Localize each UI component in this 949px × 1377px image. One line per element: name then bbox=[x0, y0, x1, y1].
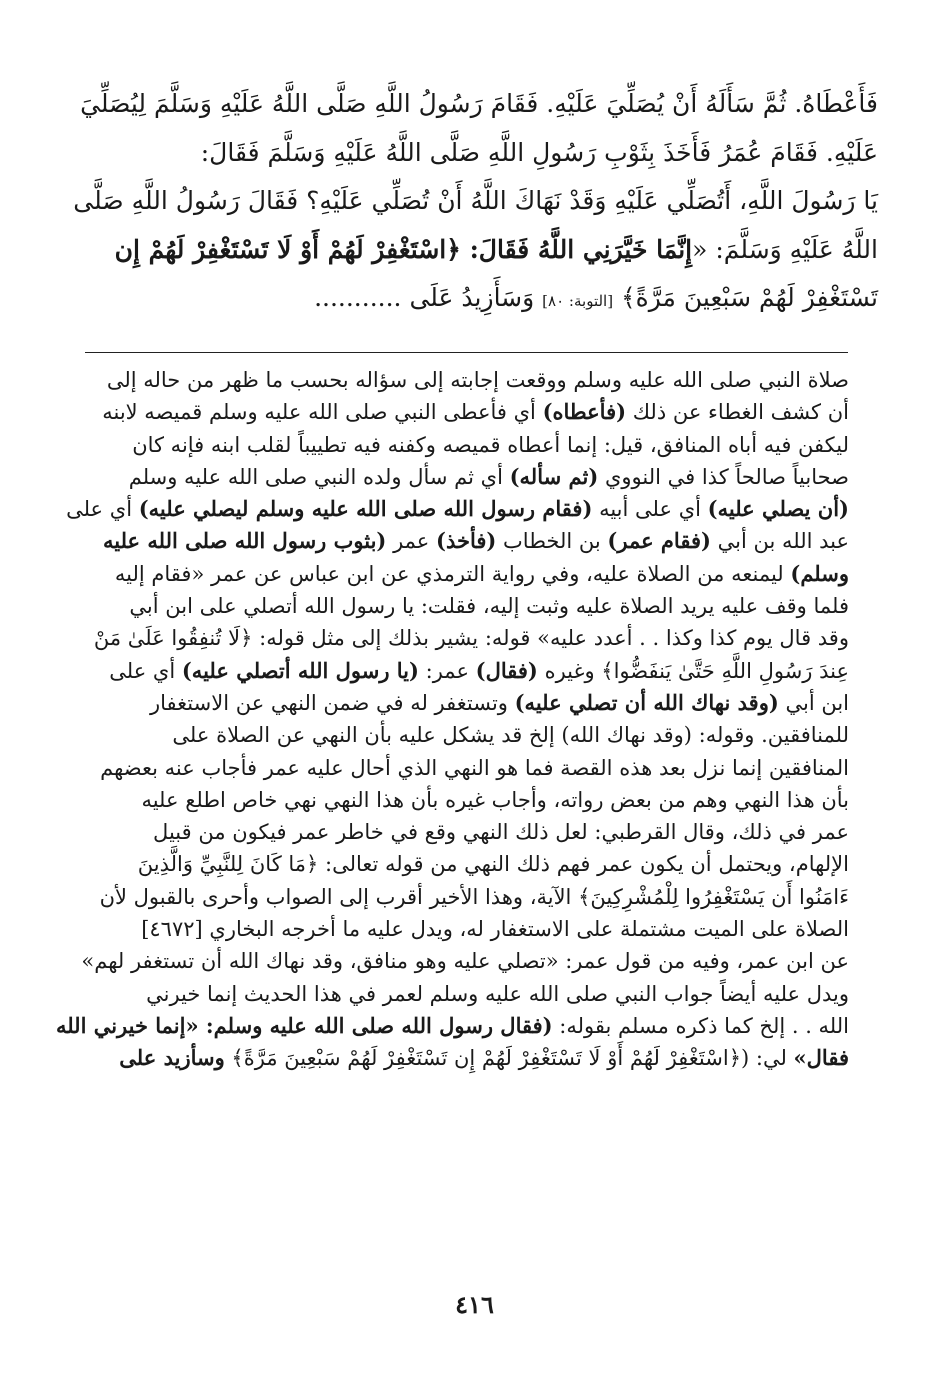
commentary-span: وقد قال يوم كذا وكذا . . أعدد عليه» قوله: يشير بذلك إلى مثل قوله: ﴿لَا تُنفِقُوا عَلَىٰ مَنْ bbox=[93, 626, 849, 651]
commentary-span: المنافقين إنما نزل بعد هذه القصة فما هو النهي الذي أحال عليه عمر فأجاب عنه بعضهم bbox=[100, 755, 849, 780]
bold-term: (فقام عمر) bbox=[607, 528, 711, 554]
verse-reference: [التوبة: ٨٠] bbox=[542, 292, 614, 310]
main-line bbox=[70, 274, 878, 323]
commentary-line bbox=[76, 719, 849, 751]
commentary-span: ابن أبي bbox=[785, 690, 849, 715]
main-text-span: يَا رَسُولَ اللَّهِ، أَتُصَلِّي عَلَيْهِ وَقَدْ نَهَاكَ اللَّهُ أَنْ تُصَلِّي عَلَيْهِ؟ فَقَالَ رَسُولُ اللَّهِ صَلَّى bbox=[73, 186, 878, 215]
commentary-span: ليكفن فيه أباه المنافق، قيل: إنما أعطاه قميصه وكفنه فيه تطييباً لقلب ابنه فإنه كان bbox=[132, 432, 849, 457]
commentary-span: فلما وقف عليه يريد الصلاة عليه وثبت إليه، فقلت: يا رسول الله أتصلي على ابن أبي bbox=[129, 594, 849, 619]
bold-term: (فقال) bbox=[475, 657, 538, 683]
commentary-line bbox=[76, 396, 849, 428]
commentary-span: الله . . إلخ كما ذكره مسلم بقوله: bbox=[559, 1013, 849, 1038]
footnote-divider bbox=[85, 352, 848, 353]
commentary-text bbox=[55, 364, 849, 1075]
commentary-line bbox=[76, 461, 849, 493]
commentary-line bbox=[76, 558, 849, 590]
commentary-span: عمر في ذلك، وقال القرطبي: لعل ذلك النهي وقع في خاطر عمر فيكون من قبيل bbox=[153, 820, 849, 845]
continuation-dots: ........... bbox=[314, 283, 402, 312]
commentary-line bbox=[76, 429, 849, 461]
commentary-span: أي على bbox=[109, 658, 176, 683]
commentary-span: ليمنعه من الصلاة عليه، وفي رواية الترمذي عن ابن عباس عن عمر «فقام إليه bbox=[114, 561, 784, 586]
commentary-line bbox=[76, 816, 849, 848]
commentary-line bbox=[76, 687, 849, 719]
commentary-span: أي على bbox=[66, 497, 133, 522]
bold-term: (يا رسول الله أتصلي عليه) bbox=[181, 657, 419, 683]
main-text-span: اللَّهُ عَلَيْهِ وَسَلَّمَ: « bbox=[692, 234, 878, 264]
bold-term: (بثوب رسول الله صلى الله عليه bbox=[102, 528, 387, 554]
commentary-span: بن الخطاب bbox=[503, 529, 601, 554]
commentary-span: أي فأعطى النبي صلى الله عليه وسلم قميصه لابنه bbox=[102, 400, 536, 425]
bold-term: (فقام رسول الله صلى الله عليه وسلم ليصلي عليه) bbox=[138, 496, 593, 522]
commentary-span: عمر: bbox=[425, 658, 469, 683]
bold-term: (وقد نهاك الله أن تصلي عليه) bbox=[514, 689, 779, 715]
bold-term: فقال» bbox=[793, 1045, 849, 1071]
commentary-span: بأن هذا النهي وهم من بعض رواته، وأجاب غيره بأن هذا النهي نهي خاص اطلع عليه bbox=[141, 787, 849, 812]
commentary-line bbox=[76, 655, 849, 687]
main-line bbox=[70, 177, 878, 226]
main-line bbox=[70, 80, 878, 129]
main-text-span: عَلَيْهِ. فَقَامَ عُمَرُ فَأَخَذَ بِثَوْبِ رَسُولِ اللَّهِ صَلَّى اللَّهُ عَلَيْهِ وَسَلَّمَ فَقَالَ: bbox=[200, 137, 878, 167]
commentary-span: أن كشف الغطاء عن ذلك bbox=[632, 400, 849, 425]
commentary-span: وتستغفر له في ضمن النهي عن الاستغفار bbox=[150, 690, 508, 715]
commentary-span: للمنافقين. وقوله: (وقد نهاك الله) إلخ قد يشكل عليه بأن النهي عن الصلاة على bbox=[172, 723, 849, 748]
commentary-line bbox=[66, 493, 849, 525]
commentary-span: لي: (﴿اسْتَغْفِرْ لَهُمْ أَوْ لَا تَسْتَغْفِرْ لَهُمْ إِن تَسْتَغْفِرْ لَهُمْ سَبْعِينَ مَرَّةً﴾ bbox=[231, 1046, 787, 1071]
bold-term: (فأعطاه) bbox=[542, 399, 627, 425]
commentary-line bbox=[76, 752, 849, 784]
commentary-line bbox=[76, 784, 849, 816]
bold-term: (ثم سأله) bbox=[509, 463, 599, 489]
commentary-line bbox=[76, 525, 849, 557]
quote-bold: إِنَّمَا خَيَّرَنِي اللَّهُ فَقَالَ: ﴿اسْتَغْفِرْ لَهُمْ أَوْ لَا تَسْتَغْفِرْ لَهُمْ إِن bbox=[114, 234, 693, 264]
commentary-span: ويدل عليه أيضاً جواب النبي صلى الله عليه وسلم لعمر في هذا الحديث إنما خيرني bbox=[146, 981, 849, 1006]
commentary-span: صلاة النبي صلى الله عليه وسلم ووقعت إجابته إلى سؤاله بحسب ما ظهر من حاله إلى bbox=[106, 368, 849, 392]
bold-term: وسأزيد على bbox=[119, 1045, 225, 1071]
bold-term: وسلم) bbox=[790, 560, 849, 586]
commentary-line bbox=[76, 945, 849, 977]
commentary-line bbox=[55, 1010, 849, 1042]
commentary-span: الإلهام، ويحتمل أن يكون عمر فهم ذلك النهي من قوله تعالى: ﴿مَا كَانَ لِلنَّبِيِّ وَالَّذِينَ bbox=[137, 852, 849, 877]
commentary-line bbox=[76, 622, 849, 654]
commentary-line bbox=[76, 913, 849, 945]
hadith-main-text bbox=[70, 80, 878, 323]
bold-term: (فأخذ) bbox=[436, 528, 497, 554]
page-number: ٤١٦ bbox=[455, 1290, 494, 1319]
bold-term: (فقال رسول الله صلى الله عليه وسلم: «إنما خيرني الله bbox=[55, 1012, 553, 1038]
commentary-line bbox=[76, 978, 849, 1010]
commentary-span: أي ثم سأل ولده النبي صلى الله عليه وسلم bbox=[128, 464, 503, 489]
bold-term: (أن يصلي عليه) bbox=[707, 496, 849, 522]
commentary-span: عن ابن عمر، وفيه من قول عمر: «تصلي عليه وهو منافق، وقد نهاك الله أن تستغفر لهم» bbox=[81, 949, 849, 974]
commentary-span: ءَامَنُوا أَن يَسْتَغْفِرُوا لِلْمُشْرِكِينَ﴾ الآية، وهذا الأخير أقرب إلى الصواب وأحرى بالقبول لأن bbox=[99, 884, 849, 909]
main-text-span: وَسَأَزِيدُ عَلَى bbox=[409, 283, 535, 312]
commentary-span: عِندَ رَسُولِ اللَّهِ حَتَّىٰ يَنفَضُّوا﴾ وغيره bbox=[544, 658, 849, 683]
commentary-line bbox=[76, 848, 849, 880]
commentary-span: عبد الله بن أبي bbox=[717, 529, 849, 554]
commentary-line bbox=[76, 590, 849, 622]
quran-verse: تَسْتَغْفِرْ لَهُمْ سَبْعِينَ مَرَّةً﴾ bbox=[621, 283, 878, 312]
commentary-span: أي على أبيه bbox=[599, 497, 701, 522]
commentary-line bbox=[76, 881, 849, 913]
main-line bbox=[70, 129, 878, 178]
commentary-line bbox=[76, 364, 849, 396]
main-text-span: فَأَعْطَاهُ. ثُمَّ سَأَلَهُ أَنْ يُصَلِّيَ عَلَيْهِ. فَقَامَ رَسُولُ اللَّهِ صَلَّى اللَّهُ عَلَيْهِ وَسَلَّمَ لِيُصَلِّيَ bbox=[80, 89, 878, 118]
commentary-span: صحابياً صالحاً كذا في النووي bbox=[604, 464, 849, 489]
commentary-span: عمر bbox=[393, 529, 430, 554]
commentary-span: الصلاة على الميت مشتملة على الاستغفار له، ويدل عليه ما أخرجه البخاري [٤٦٧٢] bbox=[141, 917, 849, 942]
main-line bbox=[70, 226, 878, 275]
commentary-line bbox=[76, 1042, 849, 1074]
